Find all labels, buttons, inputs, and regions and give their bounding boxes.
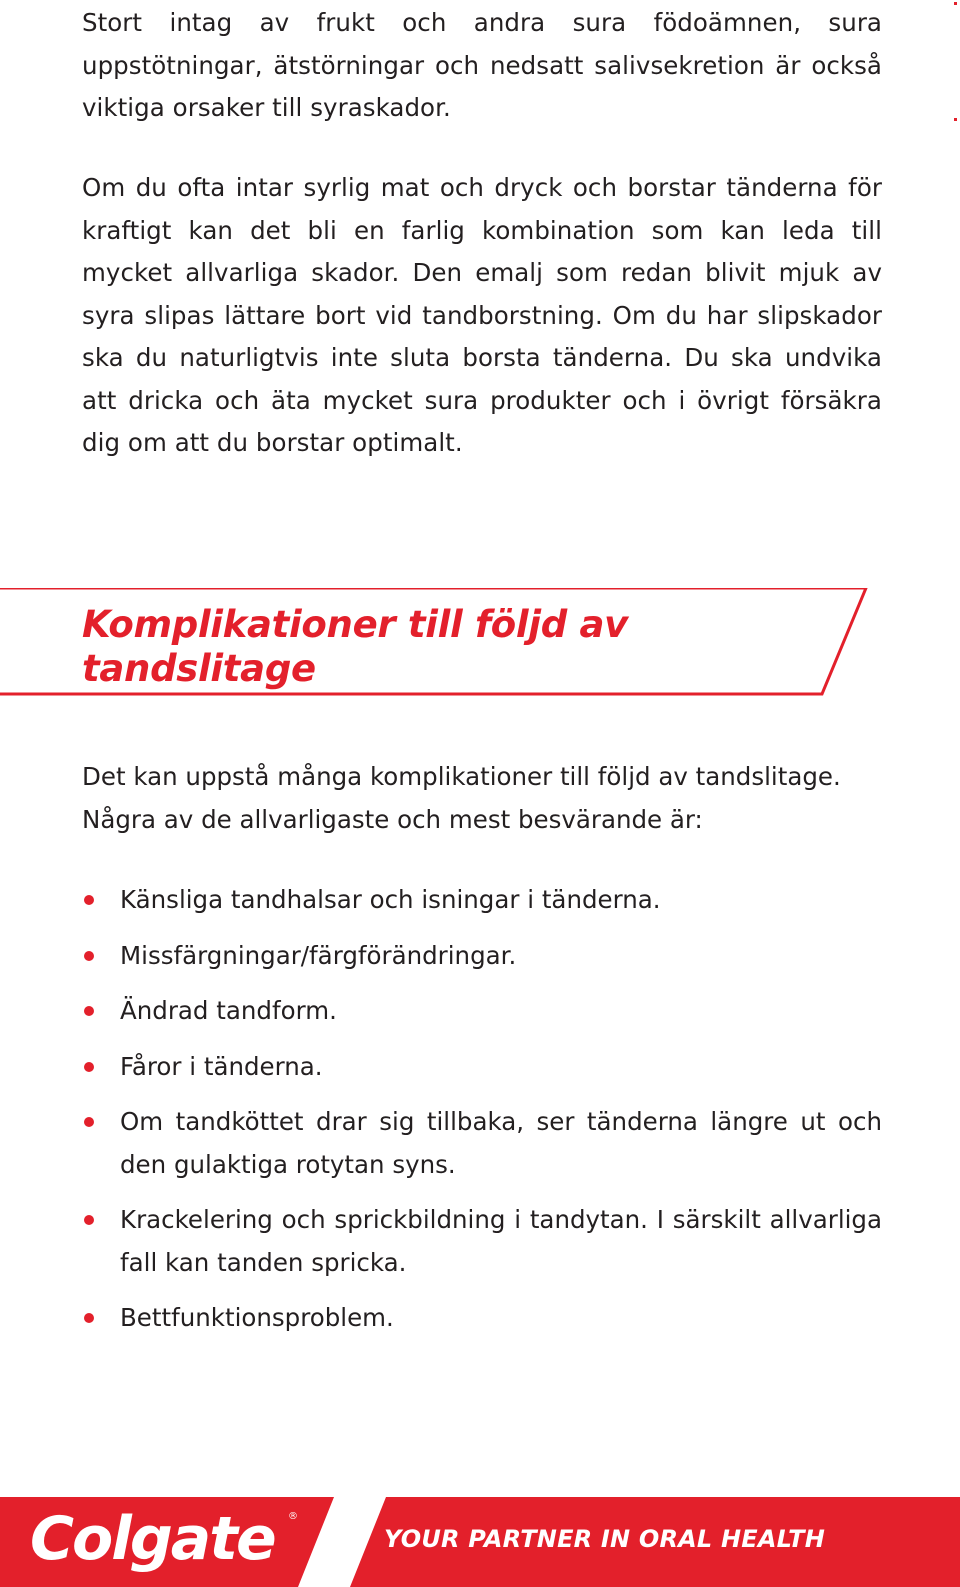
complications-list — [82, 879, 882, 1353]
bullet-dot-icon — [84, 951, 94, 961]
list-item — [82, 935, 882, 978]
list-item-text: Om tandköttet drar sig tillbaka, ser tänderna längre ut och den gulaktiga rotytan syns. — [120, 1107, 882, 1179]
bullet-dot-icon — [84, 1117, 94, 1127]
colgate-logo: Colgate — [30, 1504, 275, 1574]
list-item — [82, 1199, 882, 1284]
list-item — [82, 1101, 882, 1186]
edge-mark — [954, 2, 957, 5]
list-item — [82, 990, 882, 1033]
list-item-text: Fåror i tänderna. — [120, 1051, 323, 1081]
list-item-text: Bettfunktionsproblem. — [120, 1303, 394, 1332]
body-paragraph-1: Stort intag av frukt och andra sura födoämnen, sura uppstötningar, ätstörningar och nedsatt salivsekretion är också viktiga orsaker till syraskador. — [82, 8, 882, 122]
section-heading-line-1: Komplikationer till följd av — [82, 603, 628, 646]
section-heading — [82, 603, 628, 691]
bullet-dot-icon — [84, 1215, 94, 1225]
bullet-dot-icon — [84, 1006, 94, 1016]
registered-mark: ® — [288, 1511, 298, 1522]
list-item-text: Missfärgningar/färgförändringar. — [120, 940, 517, 970]
list-item-text: Känsliga tandhalsar och isningar i tänderna. — [120, 885, 661, 914]
list-item — [82, 1046, 882, 1089]
list-item — [82, 879, 882, 922]
section-heading-banner — [0, 588, 880, 704]
footer-banner — [0, 1497, 960, 1587]
section-intro: Det kan uppstå många komplikationer till följd av tandslitage. Några av de allvarligaste och mest besvärande är: — [82, 762, 841, 834]
bullet-dot-icon — [84, 1313, 94, 1323]
list-item-text: Krackelering och sprickbildning i tandytan. I särskilt allvarliga fall kan tanden spricka. — [120, 1205, 882, 1277]
section-heading-line-2: tandslitage — [82, 647, 316, 690]
list-item — [82, 1297, 882, 1340]
footer-tagline: YOUR PARTNER IN ORAL HEALTH — [384, 1525, 826, 1553]
edge-mark — [954, 118, 957, 121]
body-paragraph-2: Om du ofta intar syrlig mat och dryck och borstar tänderna för kraftigt kan det bli en farlig kombination som kan leda till mycket allvarliga skador. Den emalj som redan blivit mjuk av syra slipas lättare bort vid tandborstning. Om du har slipskador ska du naturligtvis inte sluta borsta tänderna. Du ska undvika att dricka och äta mycket sura produkter och i övrigt försäkra dig om att du borstar optimalt. — [82, 173, 882, 457]
list-item-text: Ändrad tandform. — [120, 996, 337, 1025]
bullet-dot-icon — [84, 895, 94, 905]
bullet-dot-icon — [84, 1062, 94, 1072]
